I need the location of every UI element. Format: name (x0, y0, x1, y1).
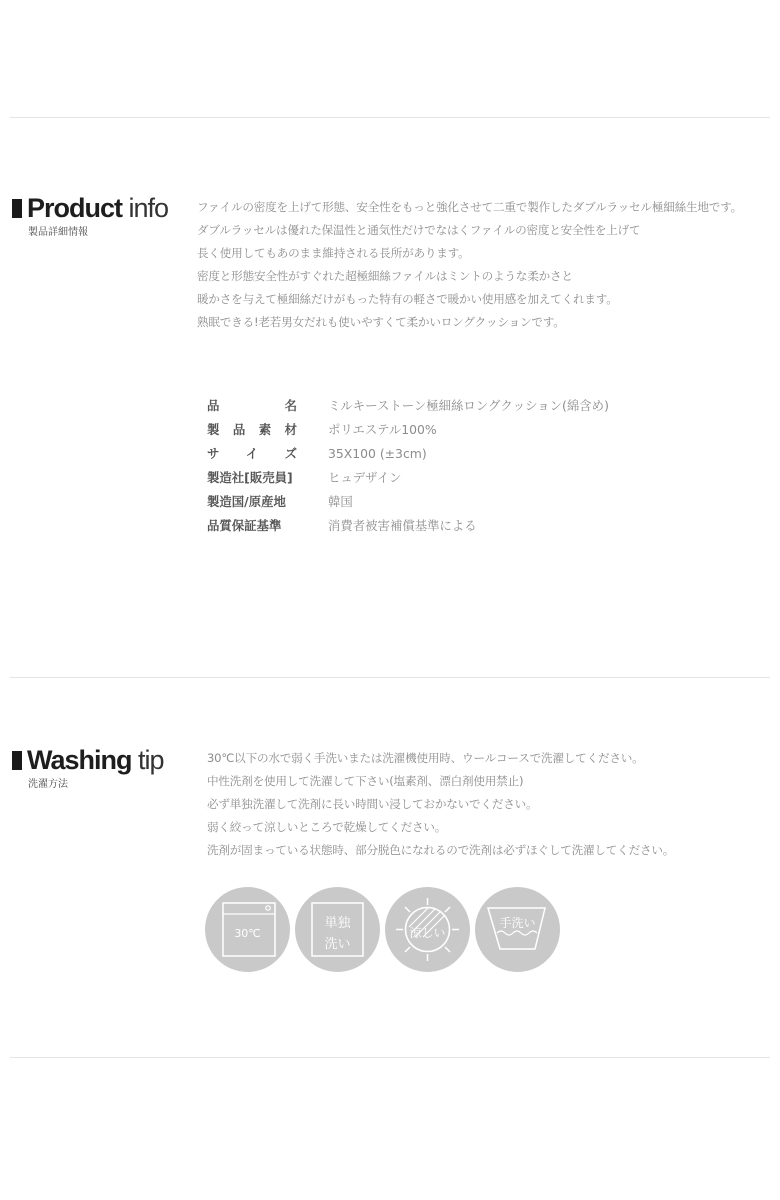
description-line: ダブルラッセルは優れた保温性と通気性だけでなはくファイルの密度と安全性を上げて (197, 223, 641, 237)
spec-value: 韓国 (328, 494, 353, 509)
description-line: ファイルの密度を上げて形態、安全性をもっと強化させて二重で製作したダブルラッセル極細絲生地です。 (197, 200, 743, 214)
dry-in-shade-icon: 涼しい (385, 887, 470, 972)
spec-row (207, 441, 609, 465)
product-info-title: Product info (27, 193, 169, 223)
description-line: 密度と形態安全性がすぐれた超極細絲ファイルはミントのような柔かさと (197, 269, 573, 283)
spec-value: 消費者被害補償基準による (328, 518, 477, 533)
instruction-line: 中性洗剤を使用して洗濯して下さい(塩素剤、漂白剤使用禁止) (207, 774, 524, 788)
hand-wash-icon: 手洗い (475, 887, 560, 972)
heading-marker (12, 199, 22, 218)
spec-key: 製 品 素 材 (207, 422, 297, 437)
divider-top (10, 117, 770, 118)
spec-row (207, 393, 609, 417)
spec-key: サ イ ズ (207, 446, 297, 461)
spec-value: 35X100 (±3cm) (328, 445, 427, 461)
product-info-subtitle: 製品詳細情報 (28, 227, 88, 238)
washing-instructions (207, 747, 674, 862)
spec-row (207, 465, 609, 489)
washing-tip-title: Washing tip (27, 745, 164, 775)
spec-key: 製造社[販売員] (207, 470, 293, 485)
instruction-line: 30℃以下の水で弱く手洗いまたは洗濯機使用時、ウールコースで洗濯してください。 (207, 751, 644, 765)
spec-key: 品 名 (207, 398, 297, 413)
spec-value: ミルキーストーン極細絲ロングクッション(綿含め) (328, 398, 609, 413)
divider-bottom (10, 1057, 770, 1058)
spec-row (207, 417, 609, 441)
description-line: 暖かさを与えて極細絲だけがもった特有の軽さで暖かい使用感を加えてくれます。 (197, 292, 618, 306)
spec-key: 製造国/原産地 (207, 494, 286, 509)
instruction-line: 弱く絞って涼しいところで乾燥してください。 (207, 820, 447, 834)
washing-machine-icon: 30℃ (205, 887, 290, 972)
instruction-line: 必ず単独洗濯して洗剤に長い時間い浸しておかないでください。 (207, 797, 538, 811)
spec-row (207, 489, 609, 513)
spec-value: ヒュデザイン (328, 470, 402, 485)
spec-value: ポリエステル100% (328, 422, 437, 437)
spec-table (207, 393, 609, 537)
instruction-line: 洗剤が固まっている状態時、部分脱色になれるので洗剤は必ずほぐして洗濯してください。 (207, 843, 675, 857)
description-line: 熟眠できる!老若男女だれも使いやすくて柔かいロングクッションです。 (197, 315, 565, 329)
spec-key: 品質保証基準 (207, 518, 282, 533)
description-line: 長く使用してもあのまま維持される長所があります。 (197, 246, 470, 260)
care-icons (205, 887, 560, 972)
wash-separately-icon: 単独 洗い (295, 887, 380, 972)
spec-row (207, 513, 609, 537)
divider-middle (10, 677, 770, 678)
washing-tip-subtitle: 洗濯方法 (28, 779, 68, 790)
heading-marker (12, 751, 22, 770)
product-description (197, 196, 742, 334)
